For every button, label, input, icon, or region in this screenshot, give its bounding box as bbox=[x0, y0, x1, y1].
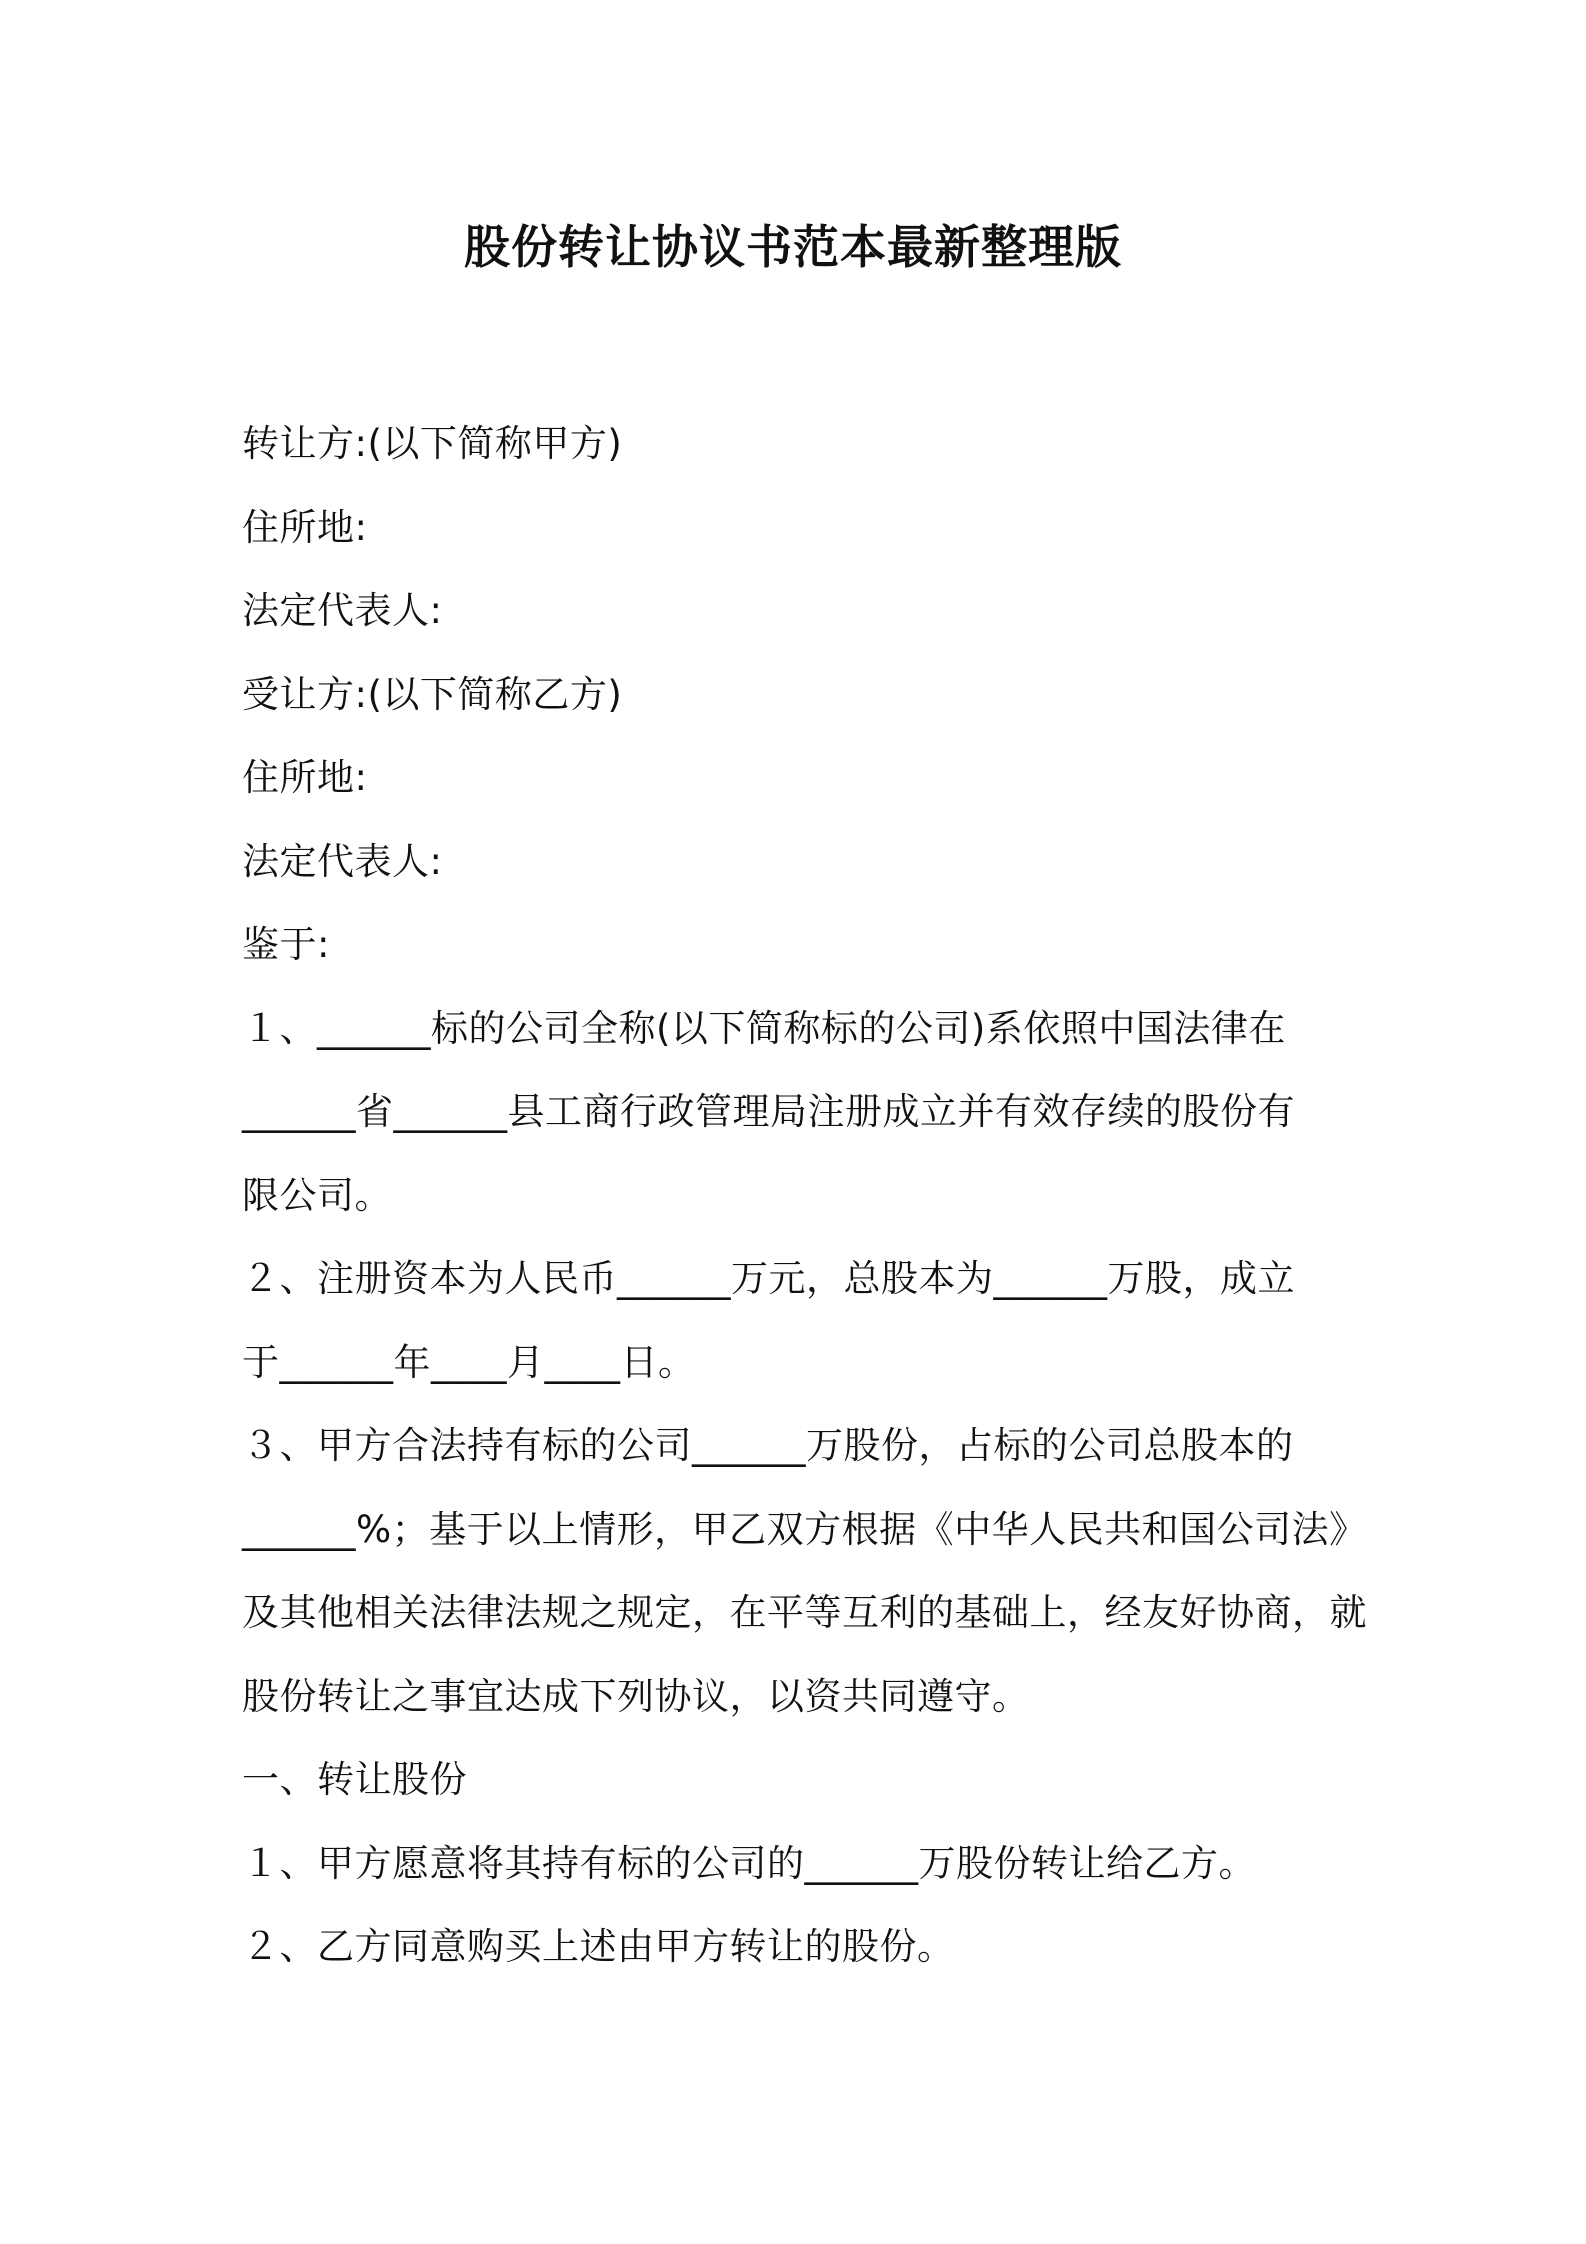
clause-1-line-1: １、______标的公司全称(以下简称标的公司)系依照中国法律在 bbox=[242, 1006, 1286, 1050]
section-1-item-2: ２、乙方同意购买上述由甲方转让的股份。 bbox=[242, 1925, 955, 1968]
clause-3-line-3: 及其他相关法律法规之规定，在平等互利的基础上，经友好协商，就 bbox=[242, 1591, 1367, 1634]
clause-2-line-1: ２、注册资本为人民币______万元，总股本为______万股，成立 bbox=[242, 1257, 1295, 1300]
clause-3-line-4: 股份转让之事宜达成下列协议，以资共同遵守。 bbox=[242, 1674, 1030, 1718]
clause-1-line-3: 限公司。 bbox=[242, 1173, 392, 1217]
whereas-heading: 鉴于: bbox=[242, 923, 330, 966]
section-1-item-1: １、甲方愿意将其持有标的公司的______万股份转让给乙方。 bbox=[242, 1841, 1256, 1885]
document-title: 股份转让协议书范本最新整理版 bbox=[464, 220, 1122, 274]
transferor-address-line: 住所地: bbox=[242, 505, 368, 549]
clause-3-line-1: ３、甲方合法持有标的公司______万股份，占标的公司总股本的 bbox=[242, 1424, 1294, 1467]
transferor-line: 转让方:(以下简称甲方) bbox=[242, 422, 623, 465]
transferee-address-line: 住所地: bbox=[242, 756, 368, 799]
section-1-heading: 一、转让股份 bbox=[242, 1758, 467, 1801]
clause-3-line-2: ______%；基于以上情形，甲乙双方根据《中华人民共和国公司法》 bbox=[242, 1507, 1367, 1551]
clause-1-line-2: ______省______县工商行政管理局注册成立并有效存续的股份有 bbox=[242, 1090, 1295, 1133]
transferee-line: 受让方:(以下简称乙方) bbox=[242, 672, 623, 716]
document-body bbox=[242, 402, 1367, 1989]
clause-2-line-2: 于______年____月____日。 bbox=[242, 1340, 696, 1384]
transferor-representative-line: 法定代表人: bbox=[242, 589, 443, 632]
transferee-representative-line: 法定代表人: bbox=[242, 839, 443, 883]
